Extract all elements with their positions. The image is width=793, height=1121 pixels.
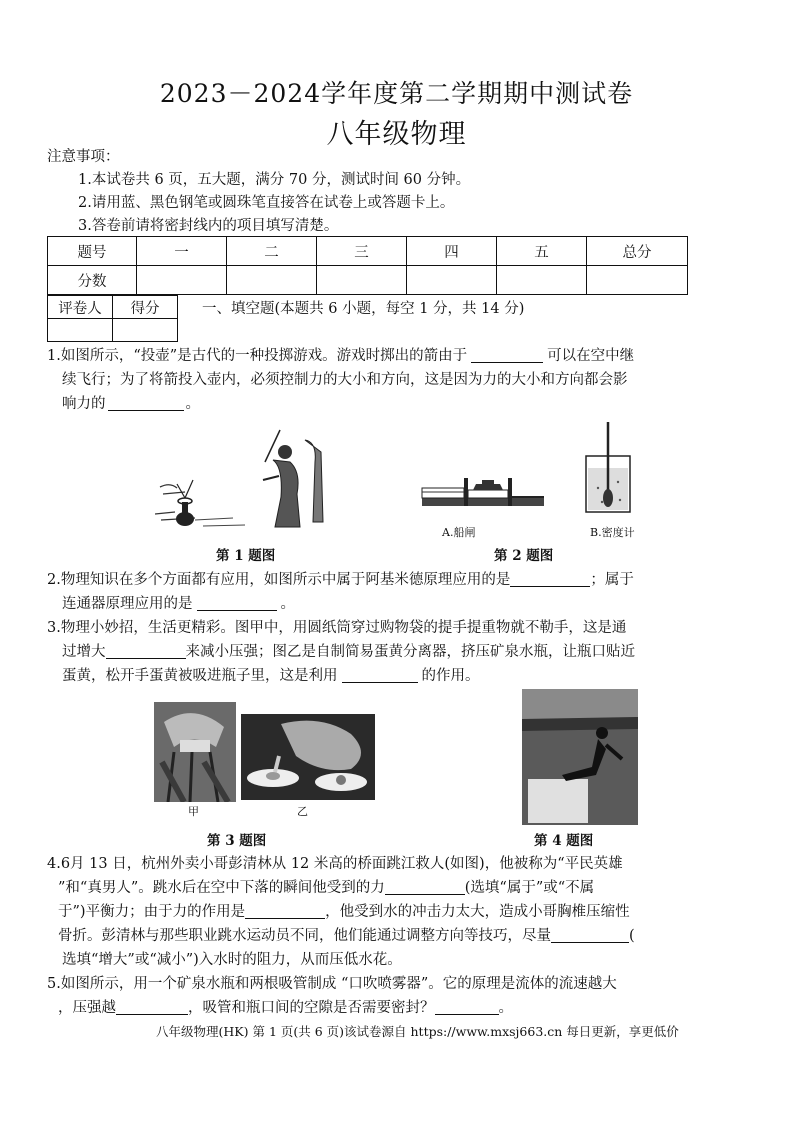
ship-lock-and-hydrometer-diagram — [418, 418, 633, 522]
q1-line-3: 响力的 。 — [62, 396, 200, 412]
grader-cell[interactable] — [48, 319, 113, 342]
exam-subtitle: 八年级物理 — [326, 119, 467, 150]
q4-line-2: ”和“真男人”。跳水后在空中下落的瞬间他受到的力 (选填“属于”或“不属 — [58, 880, 595, 896]
note-item-2: 2.请用蓝、黑色钢笔或圆珠笔直接答在试卷上或答题卡上。 — [78, 195, 455, 211]
q5-blank-2[interactable] — [435, 998, 499, 1015]
fig2-label-hydrometer: B.密度计 — [590, 526, 635, 539]
q4-line-1: 4.6月 13 日，杭州外卖小哥彭清林从 12 米高的桥面跳江救人(如图)，他被称为“平民英雄 — [47, 856, 623, 872]
score-col-5: 五 — [497, 237, 587, 266]
q1-blank-2[interactable] — [108, 394, 184, 411]
score-cell[interactable] — [587, 266, 688, 295]
page-footer: 八年级物理(HK) 第 1 页(共 6 页)该试卷源自 https://www.mxsj663.cn 每日更新，享更低价 — [156, 1024, 679, 1039]
notes-heading: 注意事项： — [47, 149, 120, 165]
fig2-caption: 第 2 题图 — [494, 548, 554, 564]
score-table — [47, 236, 688, 295]
q5-line-2: ，压强越 ，吸管和瓶口间的空隙是否需要密封？ 。 — [58, 1000, 513, 1016]
score-table-score-row — [48, 266, 688, 295]
q3-line-3: 蛋黄，松开手蛋黄被吸进瓶子里，这是利用 的作用。 — [62, 668, 480, 684]
q3-blank-1[interactable] — [106, 642, 186, 659]
grader-score-cell[interactable] — [113, 319, 178, 342]
q1-blank-1[interactable] — [471, 346, 543, 363]
q5-blank-1[interactable] — [116, 998, 188, 1015]
score-cell[interactable] — [227, 266, 317, 295]
grader-table — [47, 295, 178, 342]
score-col-3: 三 — [317, 237, 407, 266]
score-cell[interactable] — [317, 266, 407, 295]
q4-line-5: 选填“增大”或“减小”)入水时的阻力，从而压低水花。 — [62, 952, 402, 968]
score-table-row-header: 题号 — [48, 237, 137, 266]
fig4-caption: 第 4 题图 — [534, 833, 594, 849]
q4-blank-2[interactable] — [245, 902, 325, 919]
q2-line-2: 连通器原理应用的是 。 — [62, 596, 295, 612]
note-item-3: 3.答卷前请将密封线内的项目填写清楚。 — [78, 218, 339, 234]
score-col-4: 四 — [407, 237, 497, 266]
grader-label: 评卷人 — [48, 296, 113, 319]
score-cell[interactable] — [497, 266, 587, 295]
q3-blank-2[interactable] — [342, 666, 418, 683]
fig3-photo-jia-shopping-bag — [154, 702, 236, 802]
fig2-label-ship-lock: A.船闸 — [442, 526, 476, 539]
q5-line-1: 5.如图所示，用一个矿泉水瓶和两根吸管制成 “口吹喷雾器”。它的原理是流体的流速越大 — [47, 976, 617, 992]
score-table-score-label: 分数 — [48, 266, 137, 295]
q3-line-1: 3.物理小妙招，生活更精彩。图甲中，用圆纸筒穿过购物袋的提手提重物就不勒手，这是通 — [47, 620, 627, 636]
touhu-illustration — [155, 422, 325, 534]
q4-line-4: 骨折。彭清林与那些职业跳水运动员不同，他们能通过调整方向等技巧，尽量 ( — [58, 928, 635, 944]
score-cell[interactable] — [407, 266, 497, 295]
score-col-total: 总分 — [587, 237, 688, 266]
score-col-1: 一 — [137, 237, 227, 266]
fig4-photo-bridge-jump — [522, 689, 638, 825]
q4-blank-3[interactable] — [551, 926, 629, 943]
q4-line-3: 于”)平衡力；由于力的作用是 ，他受到水的冲击力太大，造成小哥胸椎压缩性 — [58, 904, 630, 920]
score-col-2: 二 — [227, 237, 317, 266]
section1-heading: 一、填空题(本题共 6 小题，每空 1 分，共 14 分) — [202, 301, 525, 317]
fig3-caption: 第 3 题图 — [207, 833, 267, 849]
q3-line-2: 过增大 来减小压强；图乙是自制简易蛋黄分离器，挤压矿泉水瓶，让瓶口贴近 — [62, 644, 635, 660]
fig3-label-yi: 乙 — [297, 805, 308, 818]
fig1-caption: 第 1 题图 — [216, 548, 276, 564]
exam-title: 2023－2024学年度第二学期期中测试卷 — [159, 79, 634, 108]
fig3-label-jia: 甲 — [188, 805, 199, 818]
grader-score-label: 得分 — [113, 296, 178, 319]
note-item-1: 1.本试卷共 6 页，五大题，满分 70 分，测试时间 60 分钟。 — [78, 172, 471, 188]
q4-blank-1[interactable] — [385, 878, 465, 895]
fig3-photo-yi-egg-separator — [241, 714, 375, 800]
score-table-header-row — [48, 237, 688, 266]
score-cell[interactable] — [137, 266, 227, 295]
q2-line-1: 2.物理知识在多个方面都有应用，如图所示中属于阿基米德原理应用的是 ；属于 — [47, 572, 634, 588]
q2-blank-1[interactable] — [510, 570, 590, 587]
q2-blank-2[interactable] — [197, 594, 277, 611]
q1-line-1: 1.如图所示，“投壶”是古代的一种投掷游戏。游戏时掷出的箭由于 可以在空中继 — [47, 348, 635, 364]
q1-line-2: 续飞行；为了将箭投入壶内，必须控制力的大小和方向，这是因为力的大小和方向都会影 — [62, 372, 628, 388]
